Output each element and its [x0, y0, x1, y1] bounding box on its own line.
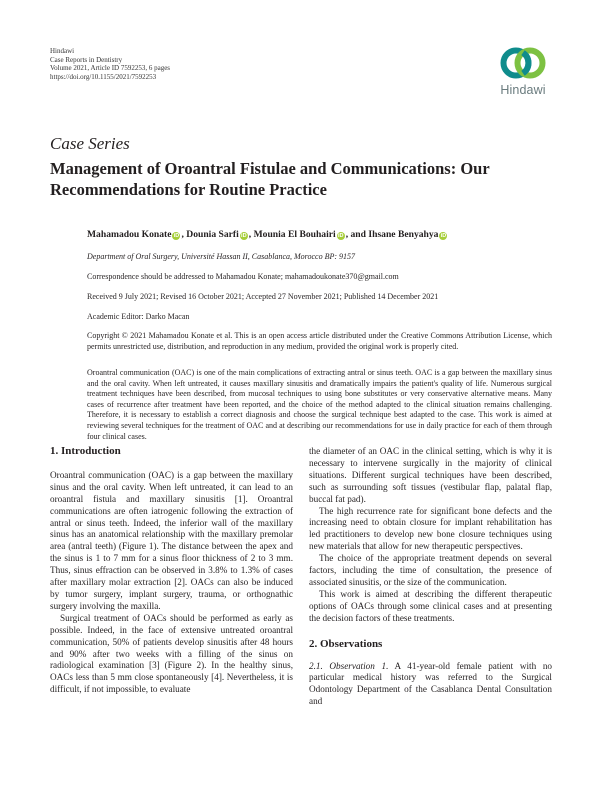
author-list [87, 230, 552, 241]
body-column-right [309, 446, 552, 708]
orcid-icon[interactable]: iD [173, 233, 180, 239]
body-paragraph: Surgical treatment of OACs should be performed as early as possible. Indeed, in the face of extensive untreated oroantral communication, 50% of patients develop sinusitis after 48 hours and 90% after two weeks with a filling of the sinus on radiological examination [3] (Figure 2). In the healthy sinus, OACs less than 5 mm close spontaneously [4]. Nevertheless, it is difficult, if not impossible, to evaluate [50, 612, 293, 695]
hindawi-logo-icon [500, 45, 546, 81]
author-name[interactable]: Mahamadou Konate [87, 229, 172, 240]
body-paragraph: The choice of the appropriate treatment depends on several factors, including the time of consultation, the presence of associated sinusitis, or the size of the communication. [309, 553, 552, 587]
body-paragraph: This work is aimed at describing the different therapeutic options of OACs through some clinical cases and at presenting the decision factors of these treatments. [309, 588, 552, 623]
journal-meta [50, 47, 170, 81]
author-name[interactable]: Ihsane Benyahya [368, 229, 439, 240]
author-name[interactable]: Dounia Sarfi [186, 229, 239, 240]
subsection-label: 2.1. Observation 1. [309, 660, 389, 671]
volume-line: Volume 2021, Article ID 7592253, 6 pages [50, 64, 171, 73]
author-separator: , [248, 229, 254, 240]
article-title: Management of Oroantral Fistulae and Communications: Our Recommendations for Routine Practice [50, 159, 490, 199]
body-paragraph: the diameter of an OAC in the clinical setting, which is why it is necessary to intervene surgically in the majority of clinical situations. Different surgical techniques have been described, such as surrounding soft tissues (vestibular flap, palatal flap, buccal fat pad). [309, 446, 552, 504]
orcid-icon[interactable]: iD [440, 233, 447, 239]
abstract: Oroantral communication (OAC) is one of the main complications of extracting antral or sinus teeth. OAC is a gap between the maxillary sinus and the oral cavity. When left untreated, it causes maxillary sinusitis and dramatically impairs the patient's quality of life. Numerous surgical treatment techniques have been described, from mucosal techniques to using bone substitutes or very conservative alternative means. Many cases of recurrence after treatment have been reported, and the choice of the method adapted to the clinical situation remains challenging. Therefore, it is necessary to establish a correct diagnosis and choose the surgical technique best adapted to the case. This work is aimed at reviewing several techniques for the treatment of OAC and at describing our recommendations for use in daily practice for each of them through four clinical cases. [87, 368, 552, 441]
article-type: Case Series [50, 134, 130, 153]
hindawi-logo [493, 45, 553, 105]
observation-paragraph [309, 661, 552, 709]
copyright-notice: Copyright © 2021 Mahamadou Konate et al. This is an open access article distributed under the Creative Commons Attribution License, which permits unrestricted use, distribution, and reproduction in any medium, provided the original work is properly cited. [87, 331, 552, 351]
orcid-icon[interactable]: iD [337, 233, 344, 239]
author-separator: , [181, 229, 187, 240]
section-heading-introduction: 1. Introduction [50, 445, 121, 457]
journal-name: Case Reports in Dentistry [50, 55, 123, 64]
affiliation: Department of Oral Surgery, Université Hassan II, Casablanca, Morocco BP: 9157 [87, 252, 356, 261]
academic-editor: Academic Editor: Darko Macan [87, 312, 190, 321]
orcid-icon[interactable]: iD [241, 233, 247, 239]
logo-text: Hindawi [500, 83, 546, 97]
author-name[interactable]: Mounia El Bouhairi [253, 229, 336, 240]
publication-dates: Received 9 July 2021; Revised 16 October 2021; Accepted 27 November 2021; Published 14 December 2021 [87, 292, 439, 301]
author-separator: , and [345, 229, 369, 240]
body-paragraph: Oroantral communication (OAC) is a gap between the maxillary sinus and the oral cavity. When left untreated, it can lead to an oroantral fistula and maxillary sinusitis [1]. Oroantral communications are often iatrogenic following the extraction of antral or sinus teeth. Indeed, the inferior wall of the maxillary sinus has an anatomical relationship with the maxillary premolar area (antral teeth) (Figure 1). The distance between the apex and the sinus is 1 to 7 mm for a sinus floor thickness of 2 to 3 mm. Thus, sinus effraction can be observed in 3.8% to 1.3% of cases after maxillary molar extraction [2]. OACs can also be induced by tumor surgery, implant surgery, trauma, or orthognathic surgery involving the maxilla. [50, 469, 293, 611]
body-paragraph: The high recurrence rate for significant bone defects and the increasing need to obtain closure for implant rehabilitation has led practitioners to develop new bone closure techniques using new materials that allow for new therapeutic perspectives. [309, 505, 552, 552]
observation-text: A 41-year-old female patient with no particular medical history was referred to the Surgical Odontology Department of the Casablanca Dental Consultation and [309, 660, 553, 707]
correspondence: Correspondence should be addressed to Mahamadou Konate; mahamadoukonate370@gmail.com [87, 272, 399, 281]
section-heading-observations: 2. Observations [309, 637, 383, 650]
publisher-name: Hindawi [50, 47, 75, 55]
body-column-left [50, 446, 293, 696]
doi-link[interactable]: https://doi.org/10.1155/2021/7592253 [50, 72, 157, 81]
